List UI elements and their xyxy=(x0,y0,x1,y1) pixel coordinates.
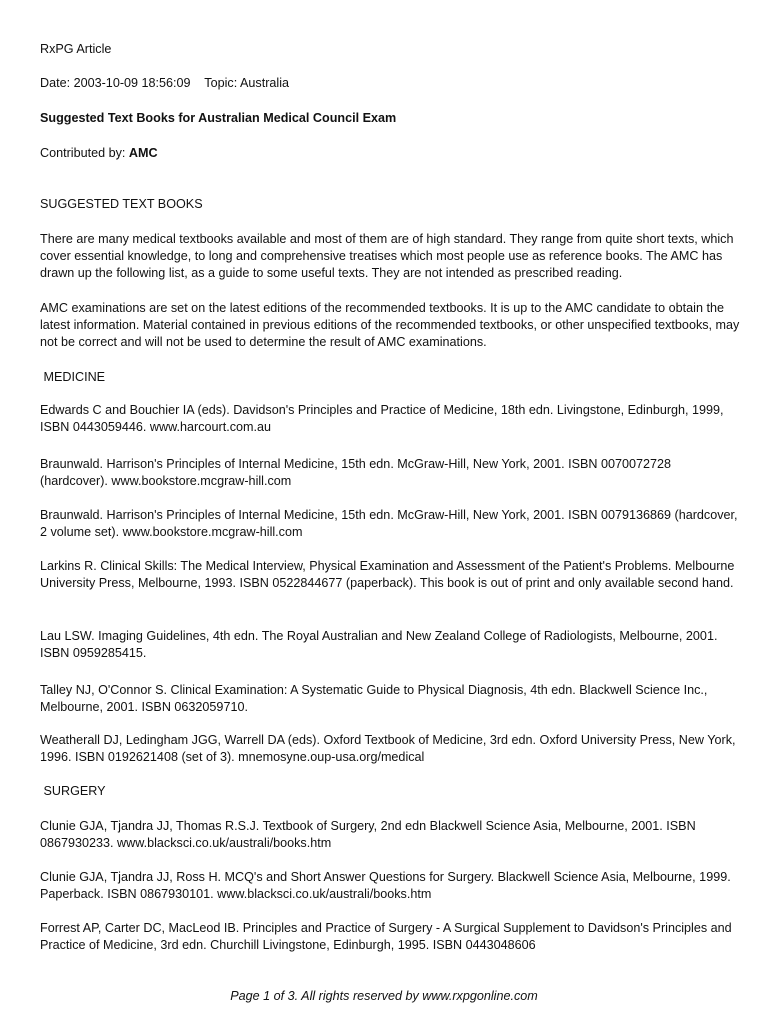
page-footer: Page 1 of 3. All rights reserved by www.rxpgonline.com xyxy=(230,989,538,1003)
medicine-entry: Larkins R. Clinical Skills: The Medical Interview, Physical Examination and Assessment of the Patient's Problems. Melbourne University Press, Melbourne, 1993. ISBN 0522844677 (paperback). This book is out of print and only available second hand. xyxy=(40,559,735,590)
contributed-by-line xyxy=(40,145,158,162)
surgery-heading: SURGERY xyxy=(40,784,106,798)
contributor-name: AMC xyxy=(128,146,158,160)
intro-paragraph-1: There are many medical textbooks available and most of them are of high standard. They range from quite short texts, which cover essential knowledge, to long and comprehensive treatises which most people use as reference books. The AMC has drawn up the following list, as a guide to some useful texts. They are not intended as prescribed reading. xyxy=(40,232,734,280)
medicine-entry: Weatherall DJ, Ledingham JGG, Warrell DA (eds). Oxford Textbook of Medicine, 3rd edn. Oxford University Press, New York, 1996. ISBN 0192621408 (set of 3). mnemosyne.oup-usa.org/medical xyxy=(40,733,736,764)
article-title: Suggested Text Books for Australian Medical Council Exam xyxy=(40,111,397,125)
intro-paragraph-2: AMC examinations are set on the latest editions of the recommended textbooks. It is up to the AMC candidate to obtain the latest information. Material contained in previous editions of the recommended textbooks, or other unspecified textbooks, may not be correct and will not be used to determine the result of AMC examinations. xyxy=(40,301,740,349)
contributed-by-label: Contributed by: xyxy=(40,146,129,160)
source-label: RxPG Article xyxy=(40,42,112,56)
section-heading: SUGGESTED TEXT BOOKS xyxy=(40,197,203,211)
medicine-heading: MEDICINE xyxy=(40,370,106,384)
medicine-entry: Lau LSW. Imaging Guidelines, 4th edn. The Royal Australian and New Zealand College of Radiologists, Melbourne, 2001. ISBN 0959285415. xyxy=(40,629,718,660)
surgery-entry: Clunie GJA, Tjandra JJ, Thomas R.S.J. Textbook of Surgery, 2nd edn Blackwell Science Asia, Melbourne, 2001. ISBN 0867930233. www.blacksci.co.uk/australi/books.htm xyxy=(40,819,696,850)
surgery-entry: Forrest AP, Carter DC, MacLeod IB. Principles and Practice of Surgery - A Surgical Supplement to Davidson's Principles and Practice of Medicine, 3rd edn. Churchill Livingstone, Edinburgh, 1995. ISBN 0443048606 xyxy=(40,921,732,952)
medicine-entry: Edwards C and Bouchier IA (eds). Davidson's Principles and Practice of Medicine, 18th edn. Livingstone, Edinburgh, 1999, ISBN 0443059446. www.harcourt.com.au xyxy=(40,403,724,434)
medicine-entry: Braunwald. Harrison's Principles of Internal Medicine, 15th edn. McGraw-Hill, New York, 2001. ISBN 0079136869 (hardcover, 2 volume set). www.bookstore.mcgraw-hill.com xyxy=(40,508,738,539)
medicine-entry: Braunwald. Harrison's Principles of Internal Medicine, 15th edn. McGraw-Hill, New York, 2001. ISBN 0070072728 (hardcover). www.bookstore.mcgraw-hill.com xyxy=(40,457,672,488)
date-topic-line: Date: 2003-10-09 18:56:09 Topic: Australia xyxy=(40,76,290,90)
surgery-entry: Clunie GJA, Tjandra JJ, Ross H. MCQ's and Short Answer Questions for Surgery. Blackwell Science Asia, Melbourne, 1999. Paperback. ISBN 0867930101. www.blacksci.co.uk/australi/books.htm xyxy=(40,870,731,901)
medicine-entry: Talley NJ, O'Connor S. Clinical Examination: A Systematic Guide to Physical Diagnosis, 4th edn. Blackwell Science Inc., Melbourne, 2001. ISBN 0632059710. xyxy=(40,683,708,714)
